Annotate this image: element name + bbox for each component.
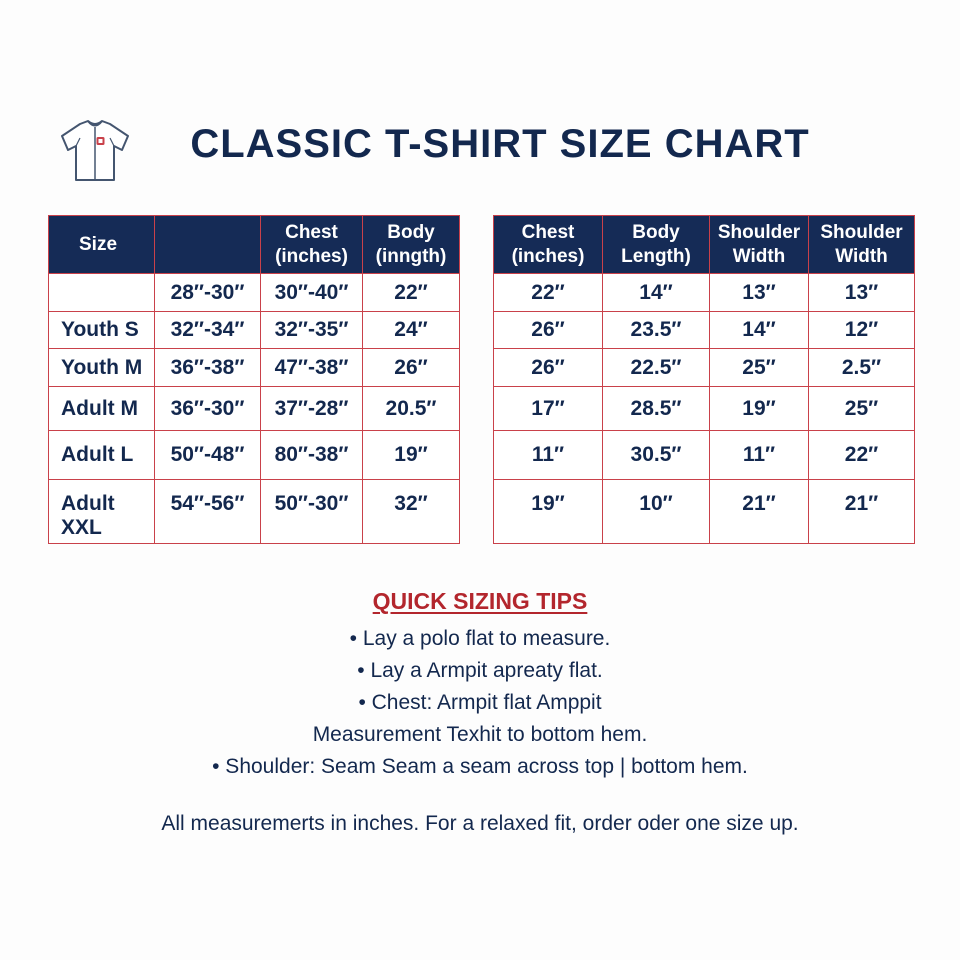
table-row xyxy=(49,312,460,349)
size-table-right xyxy=(493,215,915,544)
size-cell: Adult M xyxy=(49,387,155,431)
table-row xyxy=(49,431,460,480)
size-cell xyxy=(49,274,155,312)
table-cell: 17″ xyxy=(494,387,603,431)
table-cell: 36″-38″ xyxy=(155,349,261,387)
table-row xyxy=(494,387,915,431)
table-row xyxy=(49,349,460,387)
table-cell: 28″-30″ xyxy=(155,274,261,312)
table-cell: 22″ xyxy=(494,274,603,312)
table-cell: 32″ xyxy=(363,480,460,544)
table-row xyxy=(49,387,460,431)
table-cell: 50″-30″ xyxy=(261,480,363,544)
col-header-shoulder-width: Shoulder Width xyxy=(710,216,809,274)
page-title: CLASSIC T-SHIRT SIZE CHART xyxy=(190,122,810,166)
col-header-body-length: Body Length) xyxy=(603,216,710,274)
tip-line: • Chest: Armpit flat Amppit xyxy=(358,691,602,714)
table-cell: 47″-38″ xyxy=(261,349,363,387)
table-cell: 13″ xyxy=(809,274,915,312)
table-cell: 19″ xyxy=(494,480,603,544)
tip-line: • Shoulder: Seam Seam a seam across top | bottom hem. xyxy=(212,755,748,778)
table-cell: 23.5″ xyxy=(603,312,710,349)
table-cell: 21″ xyxy=(710,480,809,544)
table-row xyxy=(49,480,460,544)
size-table-left xyxy=(48,215,460,544)
table-cell: 26″ xyxy=(494,312,603,349)
table-cell: 30.5″ xyxy=(603,431,710,480)
tip-line: • Lay a polo flat to measure. xyxy=(349,627,611,650)
tip-line: Measurement Texhit to bottom hem. xyxy=(312,723,648,746)
table-row xyxy=(494,274,915,312)
col-header-chest: Chest (inches) xyxy=(261,216,363,274)
table-cell: 36″-30″ xyxy=(155,387,261,431)
sizing-tips xyxy=(0,588,960,783)
table-cell: 30″-40″ xyxy=(261,274,363,312)
table-cell: 22″ xyxy=(363,274,460,312)
col-header-size: Size xyxy=(49,216,155,274)
footer-note: All measuremerts in inches. For a relaxed fit, order oder one size up. xyxy=(161,812,799,835)
table-row xyxy=(494,349,915,387)
tip-line: • Lay a Armpit apreaty flat. xyxy=(357,659,603,682)
tips-title: QUICK SIZING TIPS xyxy=(372,588,588,614)
table-cell: 24″ xyxy=(363,312,460,349)
size-cell: Adult L xyxy=(49,431,155,480)
table-row xyxy=(494,312,915,349)
table-cell: 32″-34″ xyxy=(155,312,261,349)
table-header-row xyxy=(49,216,460,274)
size-cell: Adult XXL xyxy=(49,480,155,544)
table-cell: 22″ xyxy=(809,431,915,480)
size-cell: Youth S xyxy=(49,312,155,349)
table-cell: 26″ xyxy=(494,349,603,387)
table-header-row xyxy=(494,216,915,274)
table-cell: 11″ xyxy=(710,431,809,480)
col-header-chest: Chest (inches) xyxy=(494,216,603,274)
table-cell: 12″ xyxy=(809,312,915,349)
table-cell: 50″-48″ xyxy=(155,431,261,480)
shirt-icon xyxy=(58,118,132,184)
size-cell: Youth M xyxy=(49,349,155,387)
table-cell: 10″ xyxy=(603,480,710,544)
table-cell: 19″ xyxy=(710,387,809,431)
table-row xyxy=(494,480,915,544)
table-cell: 22.5″ xyxy=(603,349,710,387)
table-cell: 20.5″ xyxy=(363,387,460,431)
table-cell: 14″ xyxy=(603,274,710,312)
col-header-body-length: Body (inngth) xyxy=(363,216,460,274)
table-cell: 37″-28″ xyxy=(261,387,363,431)
col-header-shoulder-width-2: Shoulder Width xyxy=(809,216,915,274)
table-cell: 26″ xyxy=(363,349,460,387)
col-header-blank xyxy=(155,216,261,274)
table-cell: 19″ xyxy=(363,431,460,480)
table-cell: 21″ xyxy=(809,480,915,544)
table-cell: 25″ xyxy=(809,387,915,431)
table-row xyxy=(49,274,460,312)
table-cell: 14″ xyxy=(710,312,809,349)
table-cell: 80″-38″ xyxy=(261,431,363,480)
header xyxy=(0,0,960,200)
table-row xyxy=(494,431,915,480)
table-cell: 32″-35″ xyxy=(261,312,363,349)
table-cell: 28.5″ xyxy=(603,387,710,431)
table-cell: 54″-56″ xyxy=(155,480,261,544)
table-cell: 13″ xyxy=(710,274,809,312)
table-cell: 2.5″ xyxy=(809,349,915,387)
table-cell: 11″ xyxy=(494,431,603,480)
table-cell: 25″ xyxy=(710,349,809,387)
